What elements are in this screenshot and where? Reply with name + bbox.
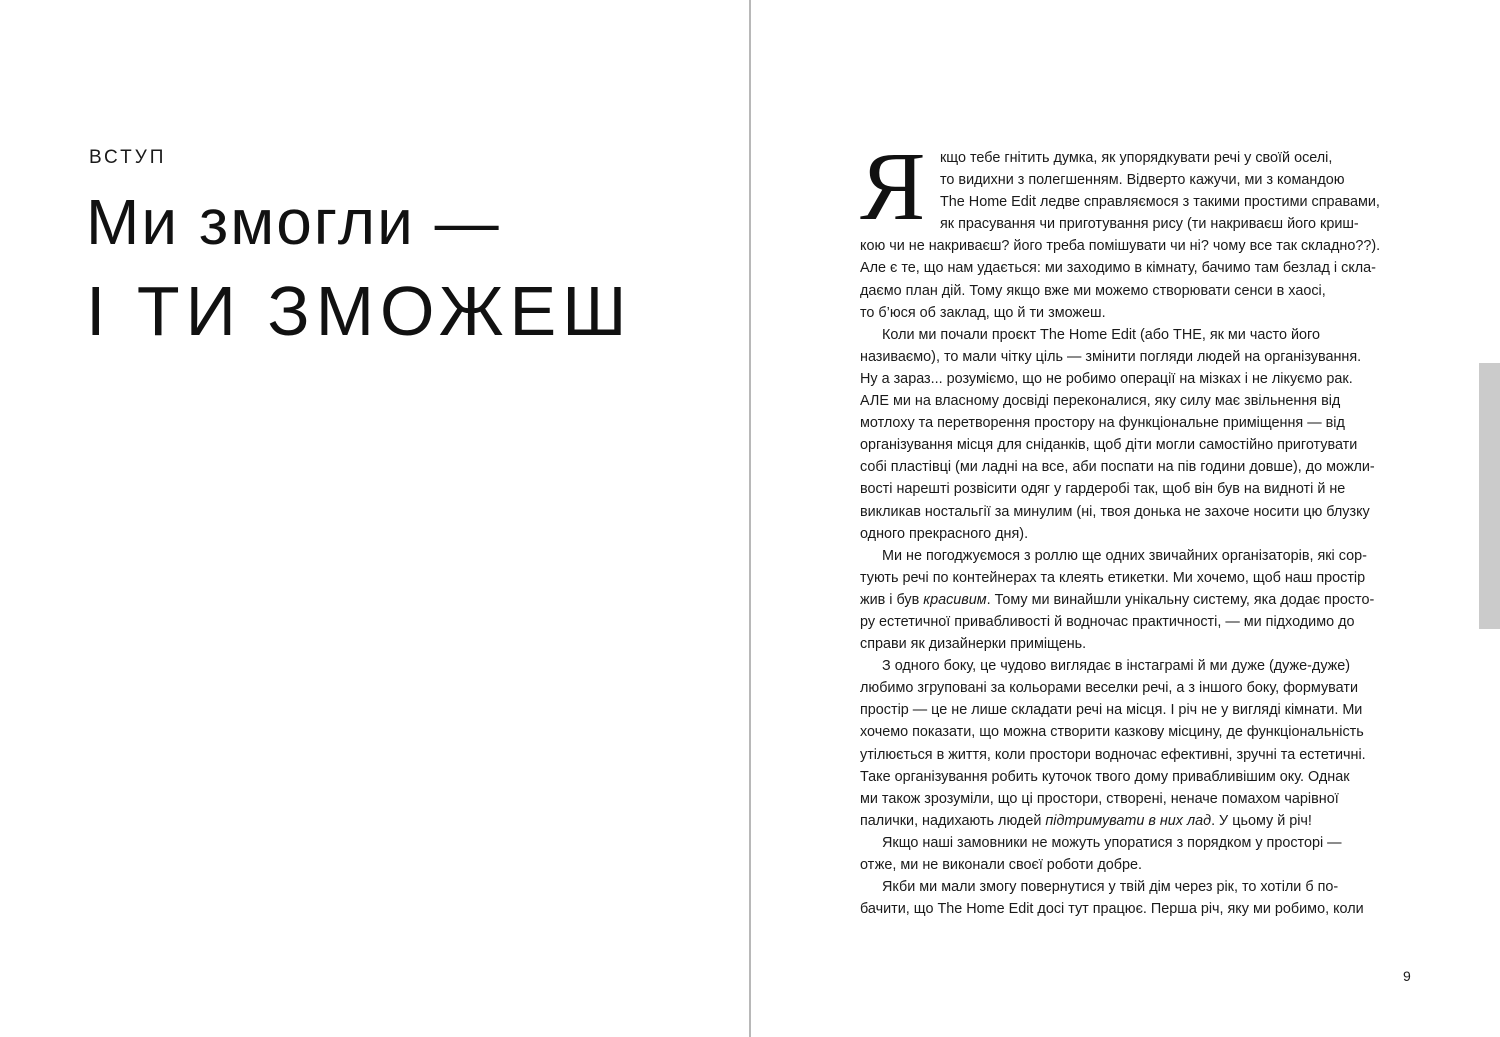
page-gutter [749,0,751,1037]
drop-cap: Я [860,133,926,241]
body-line: хочемо показати, що можна створити казкову місцину, де функціональність [860,724,1364,741]
section-label: ВСТУП [89,147,167,168]
body-text-fragment: палички, надихають людей [860,812,1042,829]
body-line: The Home Edit ледве справляємося з такими простими справами, [940,194,1380,211]
body-line: організування місця для сніданків, щоб діти могли самостійно приготувати [860,437,1358,454]
body-text-fragment: . Тому ми винайшли унікальну систему, яка додає просто- [986,591,1375,608]
chapter-title [86,180,632,358]
body-line: простір — це не лише складати речі на місця. І річ не у вигляді кімнати. Ми [860,702,1363,719]
body-line: одного прекрасного дня). [860,525,1029,542]
body-line: утілюється в життя, коли простори водночас ефективні, зручні та естетичні. [860,746,1366,763]
body-text-fragment: . У цьому й річ! [1211,812,1312,829]
body-line: як прасування чи приготування рису (ти накриваєш його криш- [940,216,1359,233]
body-line: тують речі по контейнерах та клеять етикетки. Ми хочемо, щоб наш простір [860,569,1366,586]
emphasis-text: красивим [923,591,987,608]
chapter-title-line-1: Ми змогли — [86,186,501,258]
body-line: АЛЕ ми на власному досвіді переконалися, яку силу має звільнення від [860,393,1341,410]
body-line: то видихни з полегшенням. Відверто кажучи, ми з командою [940,172,1345,189]
body-line: Коли ми почали проєкт The Home Edit (або THE, як ми часто його [882,326,1320,343]
body-line: кою чи не накриваєш? його треба помішувати чи ні? чому все так складно??). [860,238,1381,255]
body-line: бачити, що The Home Edit досі тут працює. Перша річ, яку ми робимо, коли [860,901,1364,918]
body-line: кщо тебе гнітить думка, як упорядкувати речі у своїй оселі, [940,150,1333,166]
body-line: Ну а зараз... розуміємо, що не робимо операції на мізках і не лікуємо рак. [860,370,1353,387]
thumb-index-tab [1479,363,1500,629]
body-line: ру естетичної привабливості й водночас практичності, — ми підходимо до [860,613,1355,630]
body-line: викликав ностальгії за минулим (ні, твоя донька не захоче носити цю блузку [860,503,1370,520]
body-line: ми також зрозуміли, що ці простори, створені, неначе помахом чарівної [860,790,1339,807]
body-line: то б’юся об заклад, що й ти зможеш. [860,304,1106,321]
body-line: Ми не погоджуємося з роллю ще одних звичайних організаторів, які сор- [882,547,1367,564]
body-line: справи як дизайнерки приміщень. [860,636,1087,653]
body-line: даємо план дій. Тому якщо вже ми можемо створювати сенси в хаосі, [860,282,1326,299]
body-line: отже, ми не виконали своєї роботи добре. [860,857,1143,873]
emphasis-text: підтримувати в них лад [1045,812,1212,829]
body-line: собі пластівці (ми ладні на все, аби поспати на пів години довше), до можли- [860,459,1375,476]
body-line [860,810,1405,832]
body-line [860,589,1405,611]
body-line: Таке організування робить куточок твого дому привабливішим оку. Однак [860,768,1350,785]
body-line: мотлоху та перетворення простору на функціональне приміщення — від [860,415,1345,432]
chapter-title-line-2: І ТИ ЗМОЖЕШ [86,272,633,350]
body-line: любимо згруповані за кольорами веселки речі, а з іншого боку, формувати [860,680,1358,697]
body-line: Якби ми мали змогу повернутися у твій дім через рік, то хотіли б по- [882,879,1339,896]
body-line: Якщо наші замовники не можуть упоратися з порядком у просторі — [882,834,1342,851]
page-number: 9 [1403,968,1411,984]
body-line: називаємо), то мали чітку ціль — змінити погляди людей на організування. [860,348,1362,365]
body-line: вості нарешті розвісити одяг у гардеробі так, щоб він був на видноті й не [860,481,1346,498]
body-text [860,147,1405,920]
body-text-fragment: жив і був [860,591,920,608]
body-line: Але є те, що нам удається: ми заходимо в кімнату, бачимо там безлад і скла- [860,260,1376,277]
body-line: З одного боку, це чудово виглядає в інстаграмі й ми дуже (дуже-дуже) [882,658,1351,675]
